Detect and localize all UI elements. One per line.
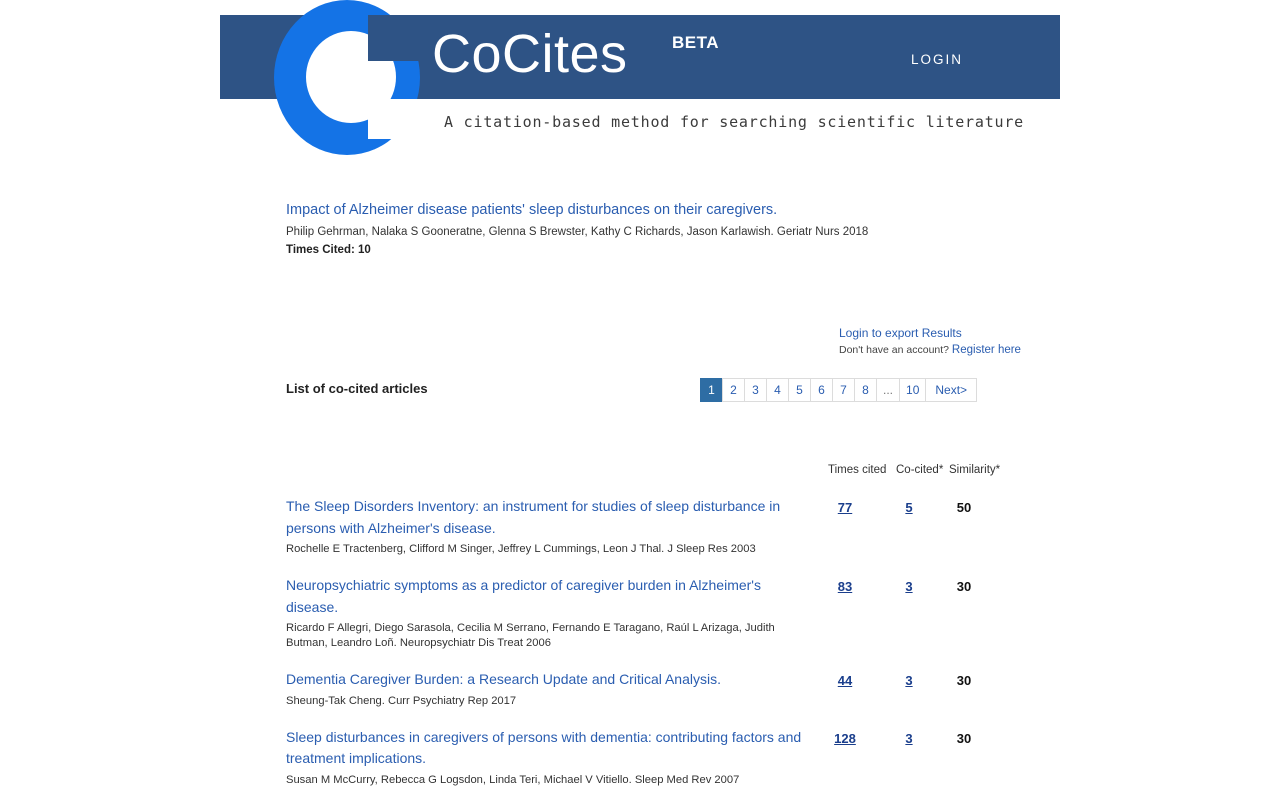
list-heading: List of co-cited articles: [286, 381, 428, 396]
login-to-export-link[interactable]: Login to export Results: [839, 326, 962, 340]
result-authors: Sheung-Tak Cheng. Curr Psychiatry Rep 2017: [286, 694, 517, 707]
list-item: [286, 669, 1006, 709]
result-title[interactable]: Sleep disturbances in caregivers of persons with dementia: contributing factors and treatment implications.: [286, 728, 802, 766]
result-authors: Rochelle E Tractenberg, Clifford M Singer, Jeffrey L Cummings, Leon J Thal. J Sleep Res 2003: [286, 543, 756, 555]
page-5[interactable]: 5: [788, 378, 810, 402]
column-header-similarity: Similarity*: [949, 464, 1001, 476]
register-line: [839, 344, 1021, 356]
page-8[interactable]: 8: [854, 378, 876, 402]
login-button[interactable]: LOGIN: [911, 52, 964, 67]
result-similarity: 30: [956, 673, 972, 688]
result-co-cited[interactable]: 3: [905, 673, 913, 688]
cocites-logo-notch-bottom: [368, 99, 426, 139]
source-article-title[interactable]: Impact of Alzheimer disease patients' sleep disturbances on their caregivers.: [286, 202, 778, 218]
column-header-co-cited: Co-cited*: [896, 464, 944, 476]
no-account-text: Don't have an account?: [839, 344, 949, 356]
result-title[interactable]: Dementia Caregiver Burden: a Research Update and Critical Analysis.: [286, 671, 721, 687]
result-times-cited[interactable]: 77: [837, 500, 853, 515]
result-co-cited[interactable]: 5: [905, 500, 913, 515]
result-times-cited[interactable]: 128: [834, 730, 856, 746]
result-times-cited[interactable]: 44: [837, 673, 853, 688]
page-ellipsis: ...: [876, 378, 899, 402]
result-similarity: 30: [956, 730, 972, 746]
result-authors: Susan M McCurry, Rebecca G Logsdon, Linda Teri, Michael V Vitiello. Sleep Med Rev 2007: [286, 773, 740, 786]
pagination: [700, 378, 977, 402]
result-authors: Ricardo F Allegri, Diego Sarasola, Cecilia M Serrano, Fernando E Taragano, Raúl L Arizaga, Judith Butman, Leandro Loñ. Neuropsychiatr Dis Treat 2006: [286, 622, 775, 649]
brand-name: CoCites: [432, 24, 628, 84]
site-tagline: A citation-based method for searching scientific literature: [444, 113, 1025, 131]
page-3[interactable]: 3: [744, 378, 766, 402]
results-list: [286, 496, 1006, 806]
result-title[interactable]: Neuropsychiatric symptoms as a predictor of caregiver burden in Alzheimer's disease.: [286, 577, 761, 615]
site-header: [0, 0, 1280, 160]
list-item: [286, 496, 1006, 557]
result-co-cited[interactable]: 3: [905, 730, 913, 746]
cocites-logo-notch-top: [368, 15, 426, 61]
result-times-cited[interactable]: 83: [837, 579, 853, 594]
result-co-cited[interactable]: 3: [905, 579, 913, 594]
page-next-button[interactable]: Next>: [925, 378, 977, 402]
beta-badge: BETA: [672, 33, 720, 52]
column-header-times-cited: Times cited: [828, 464, 887, 476]
page-2[interactable]: 2: [722, 378, 744, 402]
page-10[interactable]: 10: [899, 378, 925, 402]
page-6[interactable]: 6: [810, 378, 832, 402]
source-article: [286, 200, 986, 256]
result-title[interactable]: The Sleep Disorders Inventory: an instrument for studies of sleep disturbance in persons with Alzheimer's disease.: [286, 498, 781, 536]
source-article-times-cited: Times Cited: 10: [286, 244, 371, 256]
list-item: [286, 727, 1006, 788]
result-similarity: 30: [956, 579, 972, 594]
page-1[interactable]: 1: [700, 378, 722, 402]
page-4[interactable]: 4: [766, 378, 788, 402]
source-article-authors: Philip Gehrman, Nalaka S Gooneratne, Glenna S Brewster, Kathy C Richards, Jason Karlawish. Geriatr Nurs 2018: [286, 226, 869, 238]
register-here-link[interactable]: Register here: [951, 344, 1021, 356]
list-item: [286, 575, 1006, 651]
result-similarity: 50: [956, 500, 972, 515]
export-block: [839, 326, 1021, 356]
page-7[interactable]: 7: [832, 378, 854, 402]
